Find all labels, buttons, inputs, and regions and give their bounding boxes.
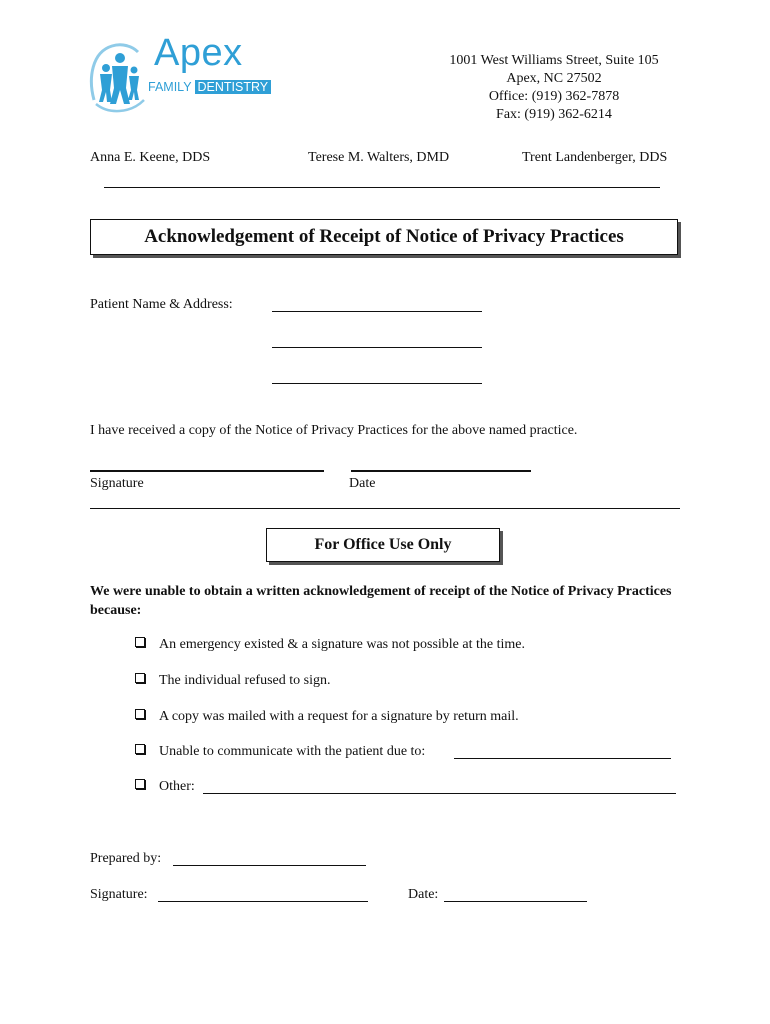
reason-option-emergency <box>135 637 525 653</box>
section-divider <box>90 508 680 509</box>
option-label: Other: <box>159 779 195 794</box>
checkbox[interactable] <box>135 744 145 754</box>
option-label: The individual refused to sign. <box>159 673 331 688</box>
logo-sub-left: FAMILY <box>148 80 192 94</box>
patient-name-field[interactable] <box>272 311 482 312</box>
staff-signature-field[interactable] <box>158 901 368 902</box>
reason-option-refused <box>135 673 330 689</box>
office-use-heading: For Office Use Only <box>266 528 500 562</box>
signature-label: Signature <box>90 476 144 491</box>
reason-option-unable-to-communicate <box>135 744 425 760</box>
doctor-name: Trent Landenberger, DDS <box>522 150 668 165</box>
office-phone: Office: (919) 362-7878 <box>488 89 620 104</box>
checkbox[interactable] <box>135 637 145 647</box>
patient-address-field[interactable] <box>272 347 482 348</box>
apex-logo <box>86 32 286 116</box>
patient-signature-field[interactable] <box>90 470 324 472</box>
option-label: A copy was mailed with a request for a signature by return mail. <box>159 709 519 724</box>
prepared-by-field[interactable] <box>173 865 366 866</box>
acknowledgement-statement: I have received a copy of the Notice of Privacy Practices for the above named practice. <box>90 423 578 438</box>
staff-date-field[interactable] <box>444 901 587 902</box>
fax-number: Fax: (919) 362-6214 <box>496 107 612 122</box>
date-label: Date <box>349 476 376 491</box>
patient-date-field[interactable] <box>351 470 531 472</box>
practice-address <box>420 52 688 124</box>
doctor-name: Anna E. Keene, DDS <box>90 150 211 165</box>
prepared-by-label: Prepared by: <box>90 851 162 866</box>
staff-date-label: Date: <box>408 887 439 902</box>
checkbox[interactable] <box>135 709 145 719</box>
other-reason-field[interactable] <box>203 793 676 794</box>
reason-option-mailed <box>135 709 519 725</box>
office-use-intro: We were unable to obtain a written acknowledgement of receipt of the Notice of Privacy Practices because: <box>90 584 672 618</box>
option-label: An emergency existed & a signature was not possible at the time. <box>159 637 525 652</box>
doctor-name: Terese M. Walters, DMD <box>308 150 450 165</box>
form-title: Acknowledgement of Receipt of Notice of Privacy Practices <box>90 219 678 255</box>
family-figures-icon <box>86 38 156 116</box>
logo-wordmark: Apex <box>154 32 243 74</box>
header-divider <box>104 187 660 188</box>
address-line-2: Apex, NC 27502 <box>506 71 602 86</box>
reason-option-other <box>135 779 195 795</box>
checkbox[interactable] <box>135 779 145 789</box>
checkbox[interactable] <box>135 673 145 683</box>
staff-signature-label: Signature: <box>90 887 148 902</box>
address-line-1: 1001 West Williams Street, Suite 105 <box>449 53 659 68</box>
patient-address-field[interactable] <box>272 383 482 384</box>
logo-subtitle <box>148 80 271 94</box>
patient-name-address-label: Patient Name & Address: <box>90 297 233 312</box>
option-label: Unable to communicate with the patient due to: <box>159 744 426 759</box>
communicate-reason-field[interactable] <box>454 758 671 759</box>
logo-sub-right: DENTISTRY <box>195 80 272 94</box>
